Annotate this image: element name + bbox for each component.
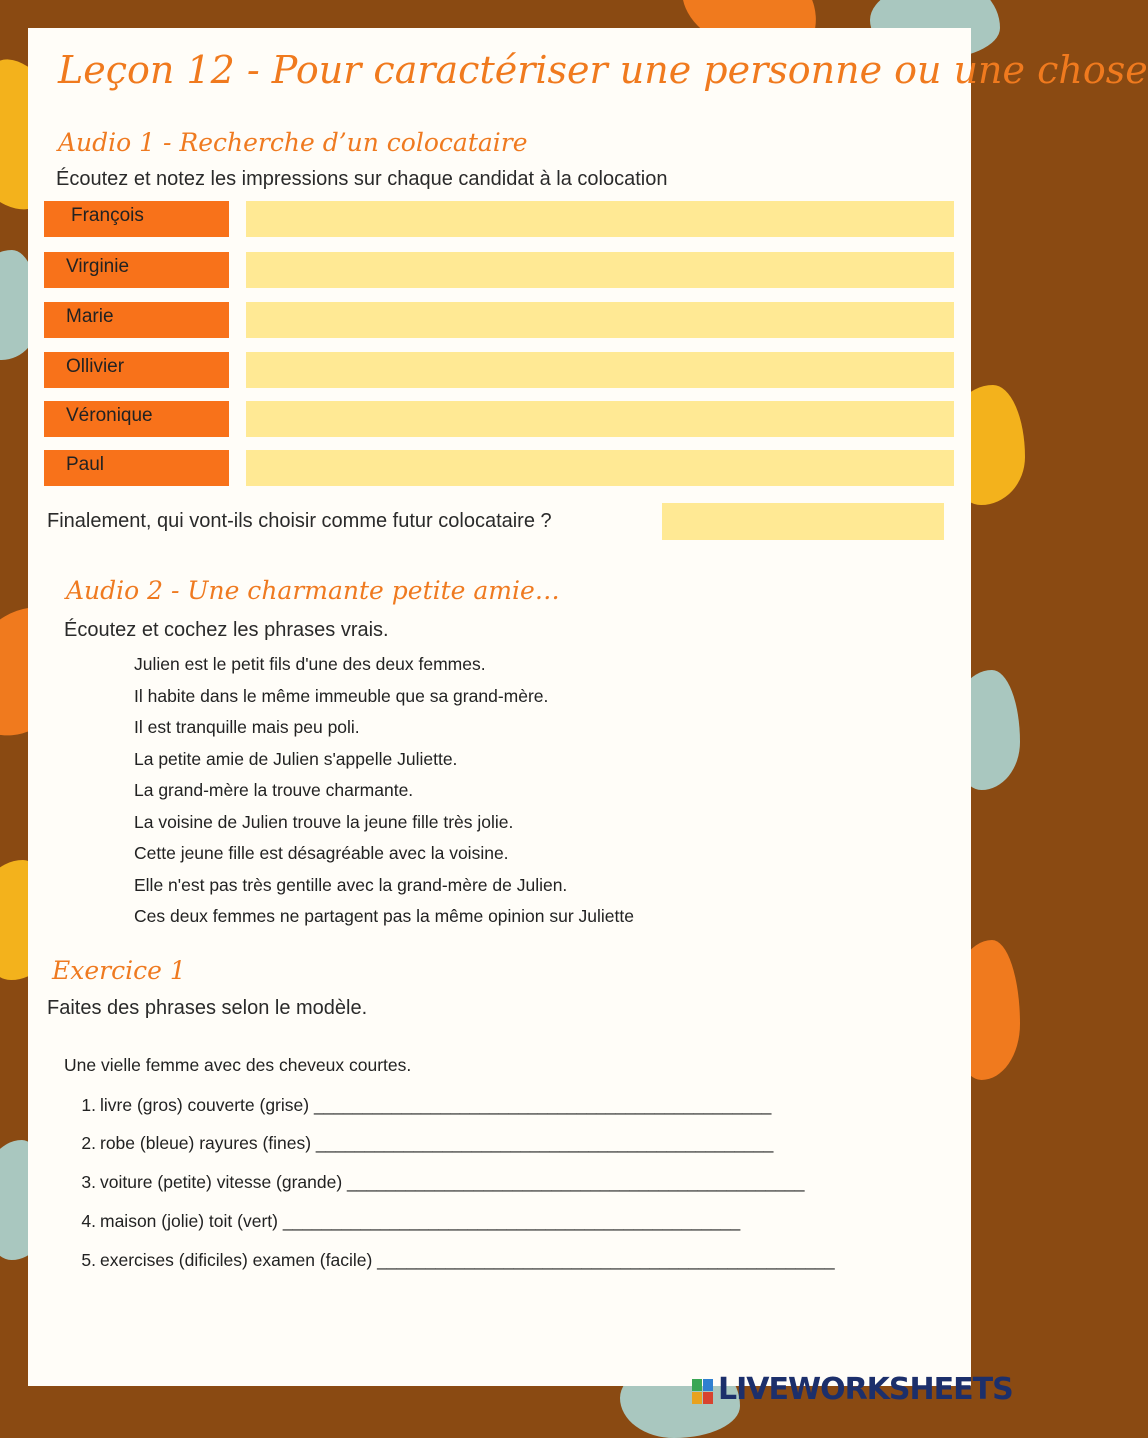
exercise-item[interactable] [74,1133,773,1154]
exercise-item-number: 1. [81,1095,96,1115]
candidate-answer-field[interactable] [246,302,954,338]
candidate-label: Véronique [44,401,229,437]
liveworksheets-logo-icon [692,1379,714,1405]
final-question: Finalement, qui vont-ils choisir comme futur colocataire ? [47,510,552,532]
liveworksheets-logo[interactable]: LIVEWORKSHEETS [718,1372,1013,1407]
candidate-answer-field[interactable] [246,352,954,388]
exercise-model-sentence: Une vielle femme avec des cheveux courtes. [64,1055,412,1075]
exercise-item-number: 5. [81,1250,96,1270]
candidate-label: Virginie [44,252,229,288]
exercise1-instruction: Faites des phrases selon le modèle. [47,997,368,1019]
audio1-heading: Audio 1 - Recherche d’un colocataire [58,128,528,157]
audio2-heading: Audio 2 - Une charmante petite amie… [66,576,560,605]
true-false-statement[interactable]: Ces deux femmes ne partagent pas la même opinion sur Juliette [134,906,634,926]
exercise-item-text: maison (jolie) toit (vert) _______________________________________________ [100,1211,741,1231]
worksheet-page [28,28,1148,1386]
candidate-label: François [44,201,229,237]
candidate-answer-field[interactable] [246,252,954,288]
exercise-item[interactable] [74,1250,835,1271]
final-answer-field[interactable] [662,503,944,540]
exercise-item-text: exercises (dificiles) examen (facile) _______________________________________________ [100,1250,835,1270]
page-title: Leçon 12 - Pour caractériser une personne ou une chose [58,48,1148,92]
exercise-item[interactable] [74,1211,740,1232]
audio2-instruction: Écoutez et cochez les phrases vrais. [64,619,389,641]
candidate-label: Marie [44,302,229,338]
true-false-statement[interactable]: La petite amie de Julien s'appelle Juliette. [134,749,458,769]
true-false-statement[interactable]: Il est tranquille mais peu poli. [134,717,360,737]
candidate-label: Ollivier [44,352,229,388]
candidate-answer-field[interactable] [246,401,954,437]
true-false-statement[interactable]: Julien est le petit fils d'une des deux femmes. [134,654,486,674]
exercise-item-number: 3. [81,1172,96,1192]
exercise-item-text: livre (gros) couverte (grise) _______________________________________________ [100,1095,772,1115]
exercise-item-text: voiture (petite) vitesse (grande) _______________________________________________ [100,1172,805,1192]
exercise1-heading: Exercice 1 [52,956,186,985]
exercise-item-number: 2. [81,1133,96,1153]
exercise-item-text: robe (bleue) rayures (fines) _______________________________________________ [100,1133,774,1153]
candidate-answer-field[interactable] [246,201,954,237]
exercise-item[interactable] [74,1172,805,1193]
true-false-statement[interactable]: Elle n'est pas très gentille avec la grand-mère de Julien. [134,875,568,895]
exercise-item[interactable] [74,1095,771,1116]
true-false-statement[interactable]: La grand-mère la trouve charmante. [134,780,414,800]
true-false-statement[interactable]: La voisine de Julien trouve la jeune fille très jolie. [134,812,514,832]
candidate-answer-field[interactable] [246,450,954,486]
true-false-statement[interactable]: Cette jeune fille est désagréable avec la voisine. [134,843,509,863]
audio1-instruction: Écoutez et notez les impressions sur chaque candidat à la colocation [56,168,668,190]
candidate-label: Paul [44,450,229,486]
exercise-item-number: 4. [81,1211,96,1231]
true-false-statement[interactable]: Il habite dans le même immeuble que sa grand-mère. [134,686,549,706]
